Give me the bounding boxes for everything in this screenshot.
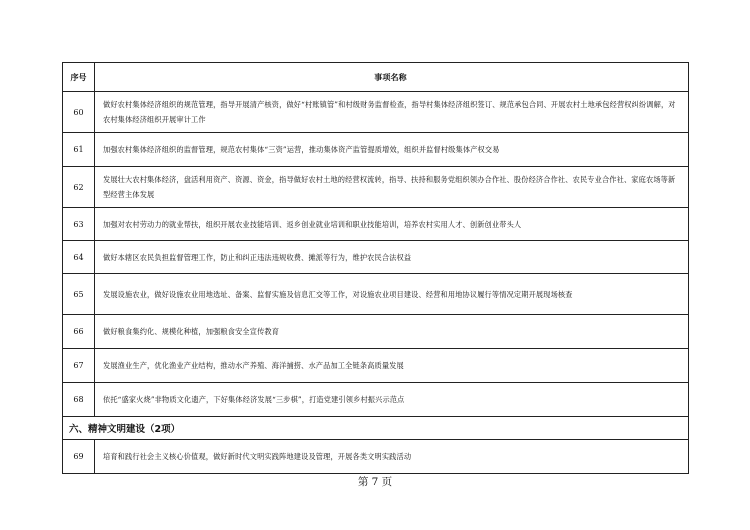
row-text: 依托“盛家火烧”非物质文化遗产，下好集体经济发展“三步棋”，打造党建引领乡村振兴示范点	[95, 383, 689, 416]
row-num: 63	[63, 208, 95, 240]
table-row	[63, 208, 689, 241]
row-num: 67	[63, 349, 95, 382]
table-row	[63, 92, 689, 133]
row-num: 62	[63, 167, 95, 207]
row-text: 加强农村集体经济组织的监督管理，规范农村集体“三资”运营，推动集体资产监管提质增效，组织并监督村级集体产权交易	[95, 133, 689, 166]
items-table	[62, 62, 689, 474]
row-num: 66	[63, 315, 95, 348]
row-num: 64	[63, 241, 95, 273]
row-num: 65	[63, 274, 95, 314]
table-row	[63, 167, 689, 208]
table-row	[63, 241, 689, 274]
row-text: 加强对农村劳动力的就业帮扶，组织开展农业技能培训、返乡创业就业培训和职业技能培训，培养农村实用人才、创新创业带头人	[95, 208, 689, 240]
page-number: 第 7 页	[357, 476, 393, 488]
row-num: 69	[63, 440, 95, 473]
table-row	[63, 349, 689, 383]
table-row	[63, 383, 689, 417]
row-text: 做好本辖区农民负担监督管理工作，防止和纠正违法违规收费、摊派等行为，维护农民合法权益	[95, 241, 689, 273]
row-num: 61	[63, 133, 95, 166]
row-text: 做好粮食集约化、规模化种植，加强粮食安全宣传教育	[95, 315, 689, 348]
row-text: 发展壮大农村集体经济，盘活利用资产、资源、资金，指导做好农村土地的经营权流转，指导、扶持和服务党组织领办合作社、股份经济合作社、农民专业合作社、家庭农场等新型经营主体发展	[95, 167, 689, 207]
row-text: 发展渔业生产，优化渔业产业结构，推动水产养殖、海洋捕捞、水产品加工全链条高质量发展	[95, 349, 689, 382]
row-text: 培育和践行社会主义核心价值观，做好新时代文明实践阵地建设及管理，开展各类文明实践活动	[95, 440, 689, 473]
header-num: 序号	[63, 63, 95, 91]
table-header	[63, 63, 689, 92]
row-text: 发展设施农业，做好设施农业用地选址、备案、监督实施及信息汇交等工作，对设施农业项目建设、经营和用地协议履行等情况定期开展现场核查	[95, 274, 689, 314]
row-num: 60	[63, 92, 95, 132]
row-num: 68	[63, 383, 95, 416]
table-row	[63, 274, 689, 315]
table-row	[63, 315, 689, 349]
table-row	[63, 440, 689, 474]
section-heading: 六、精神文明建设（2项）	[63, 417, 689, 440]
table-row	[63, 133, 689, 167]
header-name: 事项名称	[95, 63, 689, 91]
row-text: 做好农村集体经济组织的规范管理，指导开展清产核资，做好“村账镇管”和村级财务监督检查，指导村集体经济组织签订、规范承包合同、开展农村土地承包经营权纠纷调解，对农村集体经济组织开展审计工作	[95, 92, 689, 132]
